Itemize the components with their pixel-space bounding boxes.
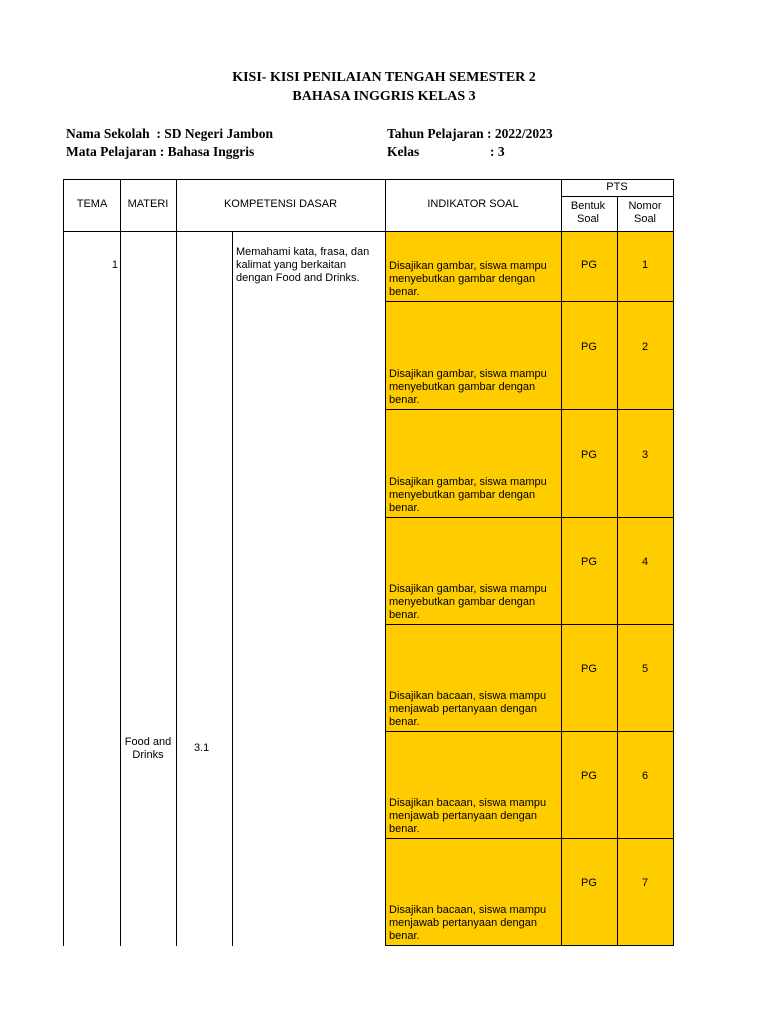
bentuk-soal-cell: PG [581,259,597,271]
indikator-soal-cell: Disajikan gambar, siswa mampu menyebutkan gambar dengan benar. [389,260,547,298]
nama-sekolah: Nama Sekolah : SD Negeri Jambon [66,126,274,141]
grid-line [63,179,386,180]
highlight-cell [617,517,673,624]
grid-line [561,179,674,180]
highlight-cell [617,838,673,945]
grid-line [385,179,561,180]
header-bentuk-soal: Bentuk Soal [570,200,606,225]
tahun-pelajaran: Tahun Pelajaran : 2022/2023 [387,126,553,141]
nomor-soal-cell: 5 [641,663,649,675]
grid-line [617,196,618,946]
row-separator [386,409,674,410]
header-kompetensi-dasar: KOMPETENSI DASAR [223,198,338,210]
highlight-cell [561,731,617,838]
grid-line [63,231,674,232]
row-separator [386,301,674,302]
kelas-value: : 3 [490,144,505,159]
highlight-cell [561,838,617,945]
row-separator [386,945,674,946]
highlight-cell [561,301,617,409]
indikator-soal-cell: Disajikan bacaan, siswa mampu menjawab pertanyaan dengan benar. [389,904,547,942]
header-indikator-soal: INDIKATOR SOAL [427,198,519,210]
header-materi: MATERI [127,198,169,210]
highlight-cell [561,517,617,624]
highlight-cell [617,731,673,838]
materi-value: Food and Drinks [124,736,172,761]
header-pts: PTS [606,181,628,193]
indikator-soal-cell: Disajikan bacaan, siswa mampu menjawab pertanyaan dengan benar. [389,690,547,728]
grid-line [63,179,64,946]
bentuk-soal-cell: PG [581,877,597,889]
indikator-soal-cell: Disajikan gambar, siswa mampu menyebutkan gambar dengan benar. [389,476,547,514]
indikator-soal-cell: Disajikan bacaan, siswa mampu menjawab pertanyaan dengan benar. [389,797,547,835]
document-title: KISI- KISI PENILAIAN TENGAH SEMESTER 2 [232,70,536,85]
indikator-soal-cell: Disajikan gambar, siswa mampu menyebutkan gambar dengan benar. [389,368,547,406]
kelas-label: Kelas [387,144,420,159]
kd-number: 3.1 [194,742,210,754]
row-separator [386,517,674,518]
bentuk-soal-cell: PG [581,556,597,568]
row-separator [386,731,674,732]
bentuk-soal-cell: PG [581,448,597,461]
indikator-soal-cell: Disajikan gambar, siswa mampu menyebutkan gambar dengan benar. [389,583,547,621]
grid-line [561,179,562,946]
kd-text: Memahami kata, frasa, dan kalimat yang berkaitan dengan Food and Drinks. [236,246,370,284]
tema-value: 1 [111,259,118,271]
mata-pelajaran: Mata Pelajaran : Bahasa Inggris [66,144,255,159]
nomor-soal-cell: 4 [641,556,649,568]
row-separator [386,624,674,625]
grid-line [232,232,233,946]
highlight-cell [561,624,617,731]
nomor-soal-cell: 2 [641,340,649,353]
highlight-cell [561,409,617,517]
bentuk-soal-cell: PG [581,770,597,782]
highlight-cell [617,409,673,517]
header-tema: TEMA [76,198,108,210]
highlight-cell [617,624,673,731]
nomor-soal-cell: 3 [641,448,649,461]
bentuk-soal-cell: PG [581,340,597,353]
nomor-soal-cell: 7 [641,877,649,889]
row-separator [386,838,674,839]
bentuk-soal-cell: PG [581,663,597,675]
grid-line [176,179,177,232]
grid-line [120,179,121,946]
document-subtitle: BAHASA INGGRIS KELAS 3 [292,89,476,104]
grid-line [176,232,177,946]
nomor-soal-cell: 1 [641,259,649,271]
header-nomor-soal: Nomor Soal [628,200,662,225]
grid-line [385,179,386,946]
highlight-cell [617,301,673,409]
grid-line [673,179,674,946]
nomor-soal-cell: 6 [641,770,649,782]
